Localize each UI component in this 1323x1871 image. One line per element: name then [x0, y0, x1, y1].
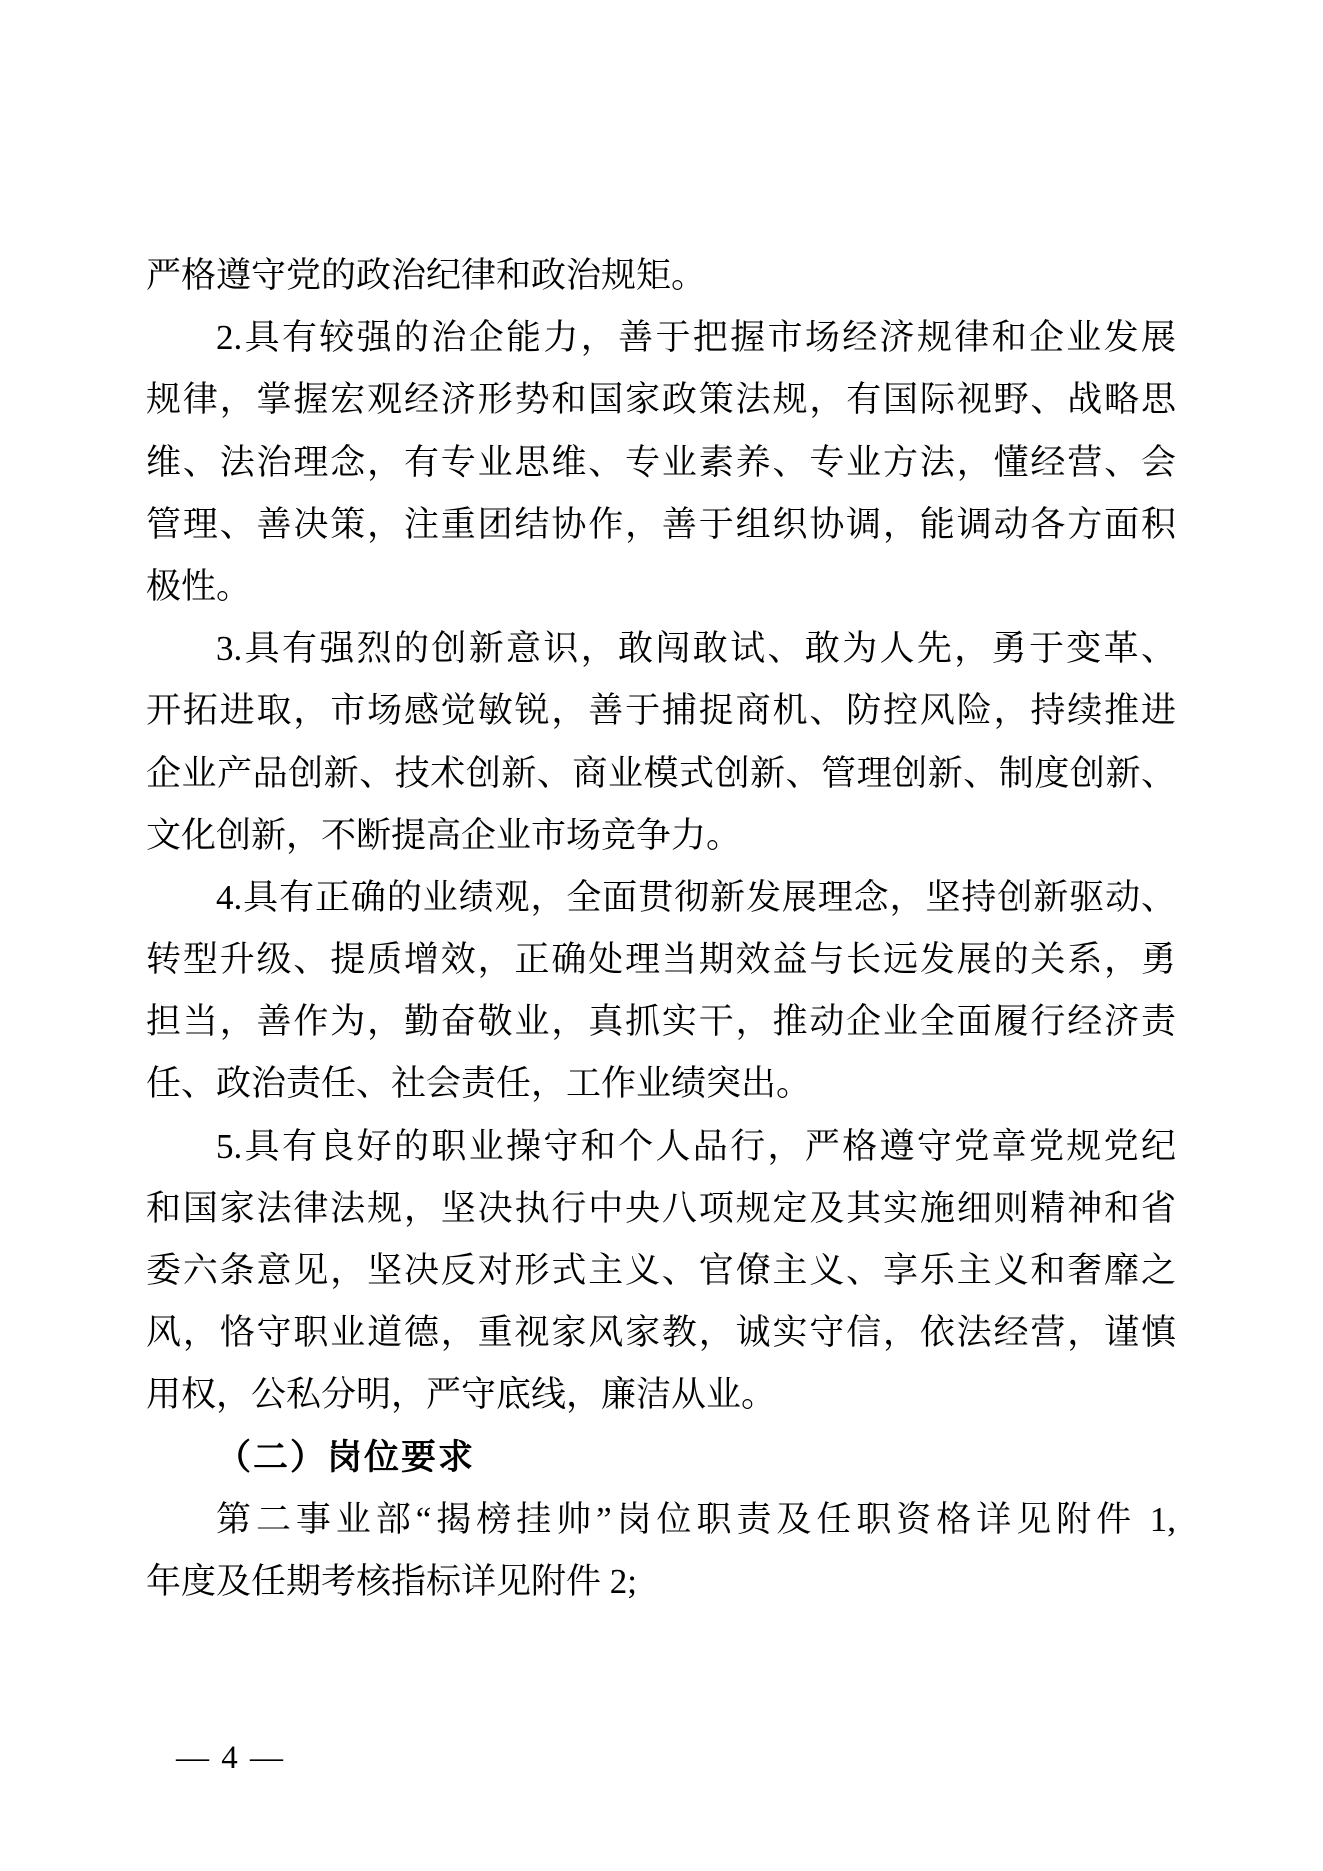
- text-line: 管理、善决策，注重团结协作，善于组织协调，能调动各方面积: [146, 504, 1176, 544]
- paragraph-start: 5.具有良好的职业操守和个人品行，严格遵守党章党规党纪: [216, 1126, 1176, 1166]
- text-line: 用权，公私分明，严守底线，廉洁从业。: [146, 1375, 777, 1415]
- text-line: 开拓进取，市场感觉敏锐，善于捕捉商机、防控风险，持续推进: [146, 691, 1176, 731]
- text-line: 文化创新，不断提高企业市场竞争力。: [146, 815, 742, 855]
- paragraph-start: 2.具有较强的治企能力，善于把握市场经济规律和企业发展: [216, 318, 1176, 358]
- text-line: 严格遵守党的政治纪律和政治规矩。: [146, 256, 707, 295]
- text-line: 任、政治责任、社会责任，工作业绩突出。: [146, 1064, 812, 1104]
- page-number: — 4 —: [176, 1740, 285, 1776]
- text-line: 规律，掌握宏观经济形势和国家政策法规，有国际视野、战略思: [146, 380, 1176, 420]
- text-line: 风，恪守职业道德，重视家风家教，诚实守信，依法经营，谨慎: [146, 1313, 1176, 1353]
- text-line: 委六条意见，坚决反对形式主义、官僚主义、享乐主义和奢靡之: [146, 1251, 1176, 1290]
- paragraph-start: 3.具有强烈的创新意识，敢闯敢试、敢为人先，勇于变革、: [216, 629, 1176, 669]
- paragraph-start: 4.具有正确的业绩观，全面贯彻新发展理念，坚持创新驱动、: [216, 877, 1176, 917]
- text-line: 维、法治理念，有专业思维、专业素养、专业方法，懂经营、会: [146, 442, 1176, 482]
- text-line: 年度及任期考核指标详见附件 2;: [146, 1561, 637, 1601]
- text-line: 担当，善作为，勤奋敬业，真抓实干，推动企业全面履行经济责: [146, 1002, 1176, 1042]
- document-body: [146, 253, 1176, 1621]
- text-line: 企业产品创新、技术创新、商业模式创新、管理创新、制度创新、: [146, 753, 1176, 793]
- text-line: 极性。: [146, 566, 252, 606]
- text-line: 转型升级、提质增效，正确处理当期效益与长远发展的关系，勇: [146, 940, 1176, 980]
- paragraph-start: 第二事业部“揭榜挂帅”岗位职责及任职资格详见附件 1,: [216, 1499, 1176, 1539]
- text-line: 和国家法律法规，坚决执行中央八项规定及其实施细则精神和省: [146, 1188, 1176, 1228]
- section-heading: （二）岗位要求: [216, 1437, 476, 1477]
